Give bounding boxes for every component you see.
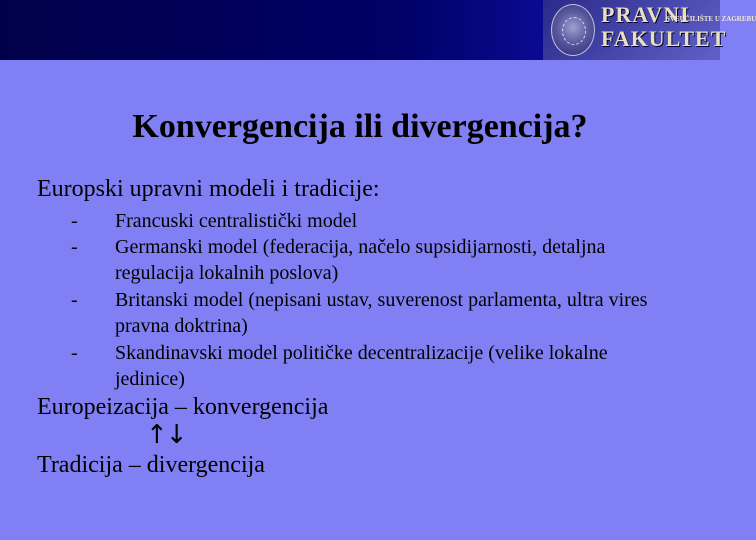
list-bullet: -: [71, 236, 78, 258]
logo-line2: FAKULTET: [601, 26, 727, 51]
slide-title: Konvergencija ili divergencija?: [132, 108, 588, 145]
list-item-text: Britanski model (nepisani ustav, suverenost parlamenta, ultra vires pravna doktrina): [115, 289, 648, 337]
faculty-logo: [543, 0, 756, 60]
logo-line1: PRAVNI: [601, 2, 690, 27]
list-item-text: Francuski centralistički model: [115, 210, 358, 232]
europeizacija-line: Europeizacija – konvergencija: [37, 394, 329, 420]
section-heading: Europski upravni modeli i tradicije:: [37, 176, 380, 202]
list-item-text: Skandinavski model političke decentralizacije (velike lokalne jedinice): [115, 342, 608, 390]
list-bullet: -: [71, 289, 78, 311]
tradicija-line: Tradicija – divergencija: [37, 452, 265, 478]
up-down-arrows-icon: ↑↓: [146, 420, 186, 450]
list-bullet: -: [71, 342, 78, 364]
list-item-text: Germanski model (federacija, načelo supsidijarnosti, detaljna regulacija lokalnih poslova): [115, 236, 606, 284]
list-bullet: -: [71, 210, 78, 232]
logo-subtitle: SVEUČILIŠTE U ZAGREBU: [666, 15, 756, 23]
logo-text: [543, 2, 756, 60]
